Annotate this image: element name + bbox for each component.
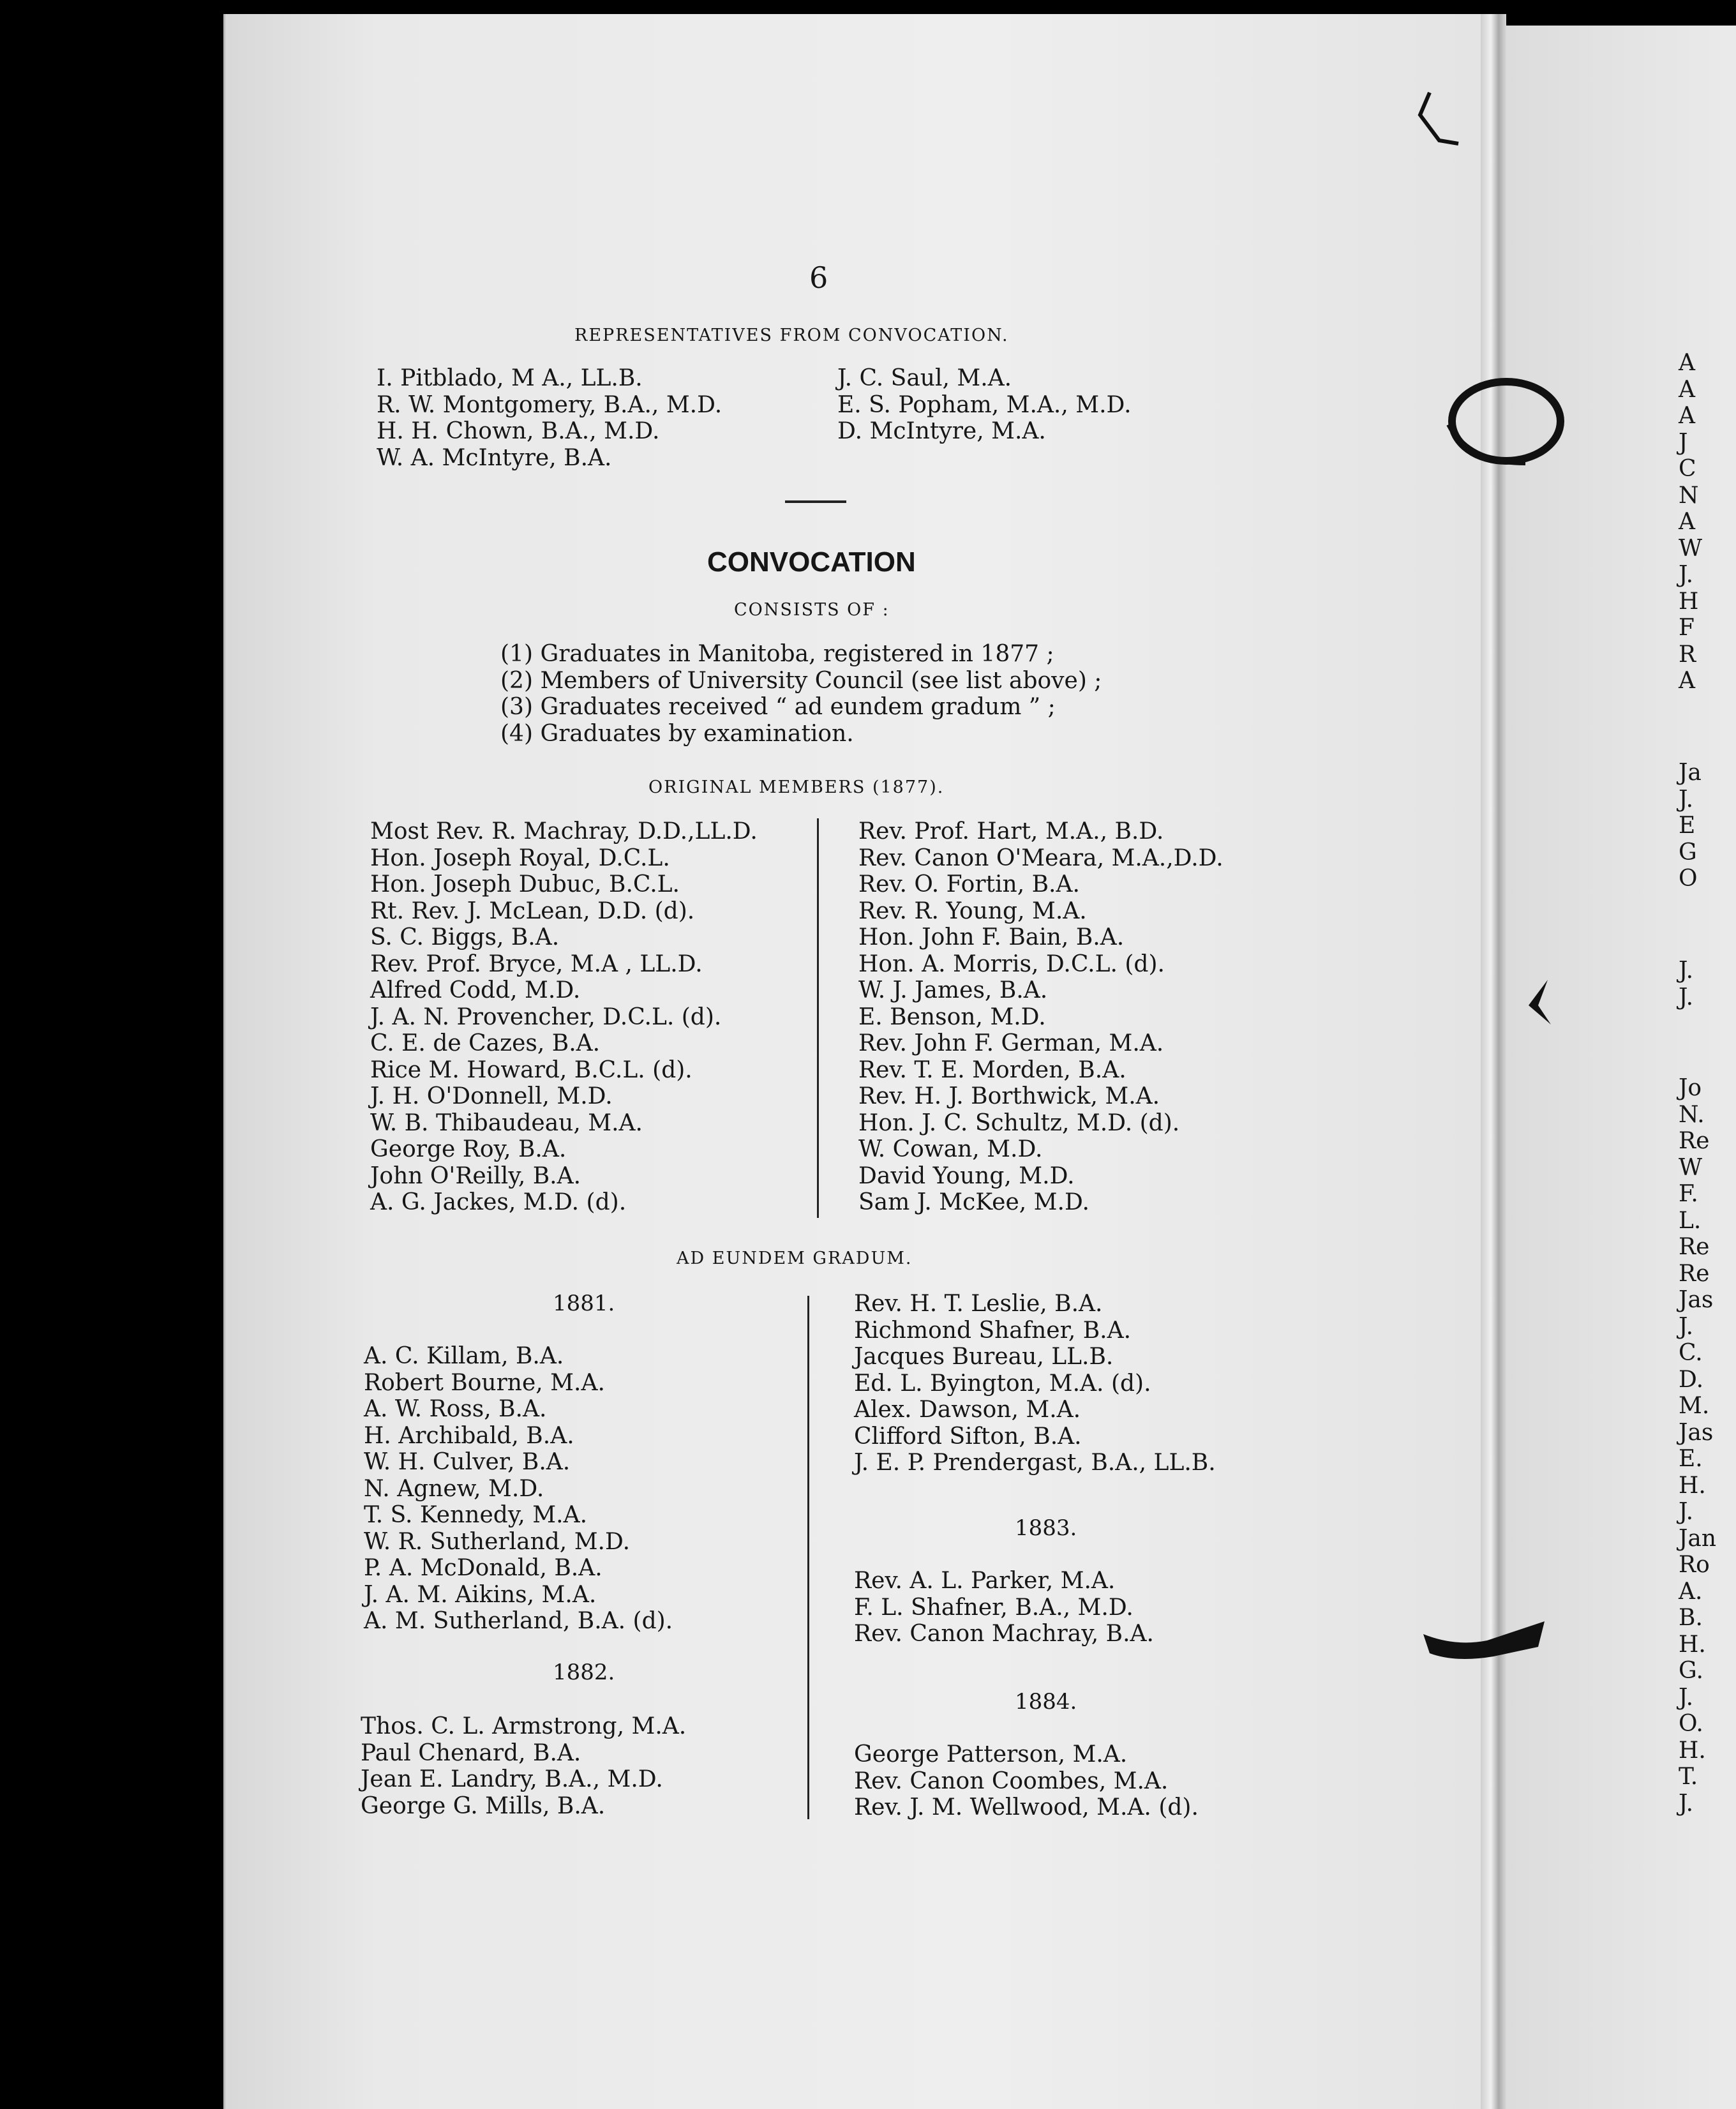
list-item: N. Agnew, M.D. [364,1475,544,1502]
list-item: P. A. McDonald, B.A. [364,1555,602,1581]
list-item: A. W. Ross, B.A. [364,1396,547,1422]
fragment-line: J. [1679,1790,1694,1817]
list-item: Jean E. Landry, B.A., M.D. [361,1766,663,1792]
fragment-line: A [1679,350,1695,376]
column-divider [807,1296,809,1819]
list-item: Sam J. McKee, M.D. [858,1189,1090,1215]
fragment-line: W [1679,1154,1703,1181]
list-item: Rev. Prof. Hart, M.A., B.D. [858,818,1164,844]
list-item: A. C. Killam, B.A. [364,1343,564,1369]
list-item: T. S. Kennedy, M.A. [364,1502,588,1528]
list-item: Alex. Dawson, M.A. [854,1397,1081,1423]
list-item: (4) Graduates by examination. [500,720,854,747]
list-item: A. M. Sutherland, B.A. (d). [364,1608,673,1634]
fragment-line: J [1679,429,1688,456]
list-item: Hon. Joseph Royal, D.C.L. [370,844,670,871]
fragment-line: A [1679,376,1695,403]
list-item: F. L. Shafner, B.A., M.D. [854,1594,1134,1621]
fragment-line: J. [1679,984,1694,1010]
fragment-line: B. [1679,1605,1703,1631]
list-item: Rev. John F. German, M.A. [858,1030,1164,1056]
fragment-line: J. [1679,562,1694,588]
fragment-line: Ja [1679,760,1702,786]
fragment-line: G. [1679,1658,1703,1684]
list-item: W. J. James, B.A. [858,977,1048,1003]
list-item: Rev. Canon O'Meara, M.A.,D.D. [858,844,1223,871]
list-item: Rev. H. T. Leslie, B.A. [854,1291,1103,1317]
list-item: E. Benson, M.D. [858,1003,1046,1030]
list-item: W. B. Thibaudeau, M.A. [370,1109,643,1136]
list-item: J. A. M. Aikins, M.A. [364,1581,597,1608]
list-item: Rev. H. J. Borthwick, M.A. [858,1083,1160,1109]
fragment-line: F. [1679,1181,1698,1207]
fragment-line: E. [1679,1446,1703,1472]
right-page-fragment-4 [1679,1075,1716,1817]
page-gutter [1481,14,1506,2109]
list-item: Clifford Sifton, B.A. [854,1423,1082,1450]
fragment-line: C. [1679,1340,1703,1366]
page-number: 6 [809,260,828,295]
consists-list [500,641,1102,747]
list-item: J. C. Saul, M.A. [837,365,1012,391]
list-1883 [854,1568,1154,1647]
list-item: Most Rev. R. Machray, D.D.,LL.D. [370,818,758,844]
fragment-line: Re [1679,1128,1710,1154]
year-heading: 1881. [553,1291,615,1316]
fragment-line: N [1679,482,1699,509]
list-item: A. G. Jackes, M.D. (d). [370,1189,627,1215]
fragment-line: Jas [1679,1419,1714,1446]
binding-mark-graphic [1522,977,1554,1028]
list-item: Rev. O. Fortin, B.A. [858,871,1080,897]
list-item: Rt. Rev. J. McLean, D.D. (d). [370,897,695,924]
right-page-fragment-1 [1679,350,1702,694]
fragment-line: H. [1679,1737,1706,1764]
fragment-line: E [1679,813,1696,839]
fragment-line: O [1679,866,1698,892]
list-item: Hon. J. C. Schultz, M.D. (d). [858,1109,1180,1136]
divider [785,500,846,503]
fragment-line: D. [1679,1366,1704,1393]
fragment-line: Re [1679,1234,1710,1260]
right-page-fragment-3 [1679,957,1693,1010]
reps-right-list [837,365,1132,445]
list-1882 [361,1713,686,1819]
list-item: George G. Mills, B.A. [361,1792,606,1819]
list-item: H. H. Chown, B.A., M.D. [377,418,660,444]
list-item: (1) Graduates in Manitoba, registered in 1877 ; [500,641,1054,667]
year-heading: 1884. [1015,1689,1077,1715]
list-item: J. A. N. Provencher, D.C.L. (d). [370,1003,722,1030]
list-item: Paul Chenard, B.A. [361,1739,581,1766]
fragment-line: R [1679,641,1696,668]
year-heading: 1883. [1015,1515,1077,1541]
list-item: (2) Members of University Council (see list above) ; [500,667,1102,694]
column-divider [817,818,819,1218]
list-item: Rev. Canon Coombes, M.A. [854,1768,1169,1794]
list-item: E. S. Popham, M.A., M.D. [837,391,1132,418]
list-item: Jacques Bureau, LL.B. [854,1344,1114,1370]
list-item: W. R. Sutherland, M.D. [364,1528,631,1555]
list-item: R. W. Montgomery, B.A., M.D. [377,391,722,418]
list-item: George Patterson, M.A. [854,1741,1128,1768]
original-left-list [370,818,758,1216]
fragment-line: T. [1679,1764,1698,1790]
list-item: (3) Graduates received “ ad eundem gradum ” ; [500,694,1056,720]
right-page-fragment-2 [1679,760,1702,892]
fragment-line: A. [1679,1578,1703,1605]
list-item: Rev. J. M. Wellwood, M.A. (d). [854,1794,1199,1820]
fragment-line: H. [1679,1631,1706,1658]
fragment-line: N. [1679,1101,1705,1128]
original-right-list [858,818,1223,1216]
fragment-line: A [1679,403,1695,429]
list-item: Rev. A. L. Parker, M.A. [854,1568,1116,1594]
fragment-line: Jo [1679,1075,1702,1101]
list-item: Ed. L. Byington, M.A. (d). [854,1370,1151,1397]
fragment-line: L. [1679,1207,1702,1234]
fragment-line: A [1679,509,1695,535]
fragment-line: Jas [1679,1287,1714,1313]
list-item: David Young, M.D. [858,1162,1075,1189]
convocation-title: CONVOCATION [707,546,916,578]
list-item: Hon. Joseph Dubuc, B.C.L. [370,871,680,897]
fragment-line: A [1679,668,1695,694]
fragment-line: J. [1679,1684,1694,1711]
list-1881 [364,1343,673,1635]
fragment-line: M. [1679,1393,1710,1419]
list-item: W. H. Culver, B.A. [364,1449,571,1475]
list-item: Hon. A. Morris, D.C.L. (d). [858,950,1165,977]
fragment-line: C [1679,456,1696,482]
list-item: Rev. Prof. Bryce, M.A , LL.D. [370,950,703,977]
corner-mark-graphic [1410,89,1468,147]
year-heading: 1882. [553,1660,615,1685]
list-item: John O'Reilly, B.A. [370,1162,581,1189]
fragment-line: F [1679,615,1695,641]
list-item: Rev. R. Young, M.A. [858,897,1087,924]
list-item: Thos. C. L. Armstrong, M.A. [361,1713,687,1739]
original-members-heading: ORIGINAL MEMBERS (1877). [648,777,945,797]
fragment-line: J. [1679,786,1694,813]
list-item: Richmond Shafner, B.A. [854,1317,1132,1344]
list-item: W. A. McIntyre, B.A. [377,444,612,471]
reps-left-list [377,365,722,471]
fragment-line: J. [1679,957,1694,984]
list-1884 [854,1741,1199,1821]
list-item: W. Cowan, M.D. [858,1136,1043,1162]
list-item: Rice M. Howard, B.C.L. (d). [370,1056,692,1083]
list-item: H. Archibald, B.A. [364,1422,574,1449]
list-item: D. McIntyre, M.A. [837,418,1046,444]
fragment-line: J. [1679,1313,1694,1340]
fragment-line: H [1679,588,1699,615]
fragment-line: J. [1679,1499,1694,1525]
list-1881-right [854,1291,1216,1476]
list-item: George Roy, B.A. [370,1136,567,1162]
binding-ring-graphic [1430,367,1583,482]
fragment-line: Ro [1679,1552,1710,1578]
fragment-line: G [1679,839,1697,866]
list-item: Hon. John F. Bain, B.A. [858,924,1125,950]
list-item: Rev. T. E. Morden, B.A. [858,1056,1126,1083]
binding-clip-graphic [1417,1609,1551,1666]
list-item: J. H. O'Donnell, M.D. [370,1083,613,1109]
ad-eundem-heading: AD EUNDEM GRADUM. [677,1249,913,1268]
list-item: Alfred Codd, M.D. [370,977,581,1003]
list-item: C. E. de Cazes, B.A. [370,1030,601,1056]
fragment-line: W [1679,535,1703,562]
list-item: S. C. Biggs, B.A. [370,924,560,950]
fragment-line: O. [1679,1711,1703,1737]
fragment-line: Jan [1679,1525,1717,1552]
list-item: Robert Bourne, M.A. [364,1369,605,1396]
list-item: J. E. P. Prendergast, B.A., LL.B. [854,1450,1216,1476]
list-item: Rev. Canon Machray, B.A. [854,1621,1154,1647]
fragment-line: Re [1679,1260,1710,1287]
reps-heading: REPRESENTATIVES FROM CONVOCATION. [574,326,1009,345]
consists-of-heading: CONSISTS OF : [734,600,890,620]
fragment-line: H. [1679,1472,1706,1499]
list-item: I. Pitblado, M A., LL.B. [377,365,643,391]
